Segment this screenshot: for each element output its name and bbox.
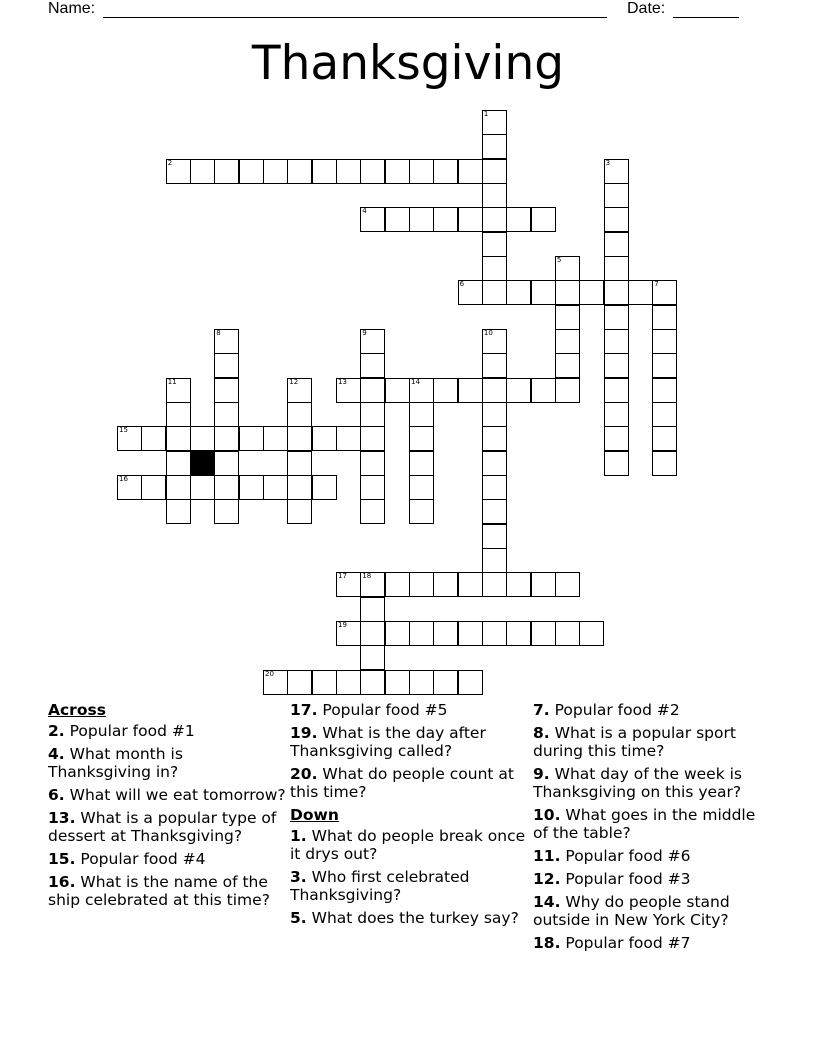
crossword-cell[interactable] — [336, 621, 361, 646]
crossword-cell[interactable] — [360, 353, 385, 378]
crossword-cell[interactable] — [409, 207, 434, 232]
crossword-cell[interactable] — [555, 378, 580, 403]
clue-across-6: 6. What will we eat tomorrow? — [48, 786, 286, 804]
clue-number: 18 — [362, 572, 372, 581]
clue-number: 17 — [338, 572, 347, 581]
crossword-cell[interactable] — [433, 159, 458, 184]
crossword-cell[interactable] — [506, 207, 531, 232]
crossword-cell[interactable] — [604, 280, 629, 305]
crossword-cell[interactable] — [287, 378, 312, 403]
crossword-cell[interactable] — [263, 159, 288, 184]
crossword-cell[interactable] — [506, 572, 531, 597]
crossword-cell[interactable] — [190, 159, 215, 184]
crossword-cell[interactable] — [360, 670, 385, 695]
crossword-cell[interactable] — [555, 353, 580, 378]
crossword-cell[interactable] — [409, 451, 434, 476]
clue-number: 2 — [167, 158, 173, 167]
crossword-cell[interactable] — [531, 207, 556, 232]
crossword-cell[interactable] — [409, 499, 434, 524]
crossword-cell[interactable] — [166, 451, 191, 476]
crossword-cell[interactable] — [360, 329, 385, 354]
crossword-cell[interactable] — [433, 572, 458, 597]
clue-number: 5 — [556, 256, 562, 264]
crossword-cell[interactable] — [652, 451, 677, 476]
crossword-cell[interactable] — [506, 378, 531, 403]
crossword-cell[interactable] — [239, 475, 264, 500]
crossword-cell[interactable] — [458, 621, 483, 646]
crossword-cell[interactable] — [117, 475, 142, 500]
crossword-cell[interactable] — [385, 621, 410, 646]
crossword-cell[interactable] — [166, 159, 191, 184]
crossword-cell[interactable] — [482, 353, 507, 378]
clue-down-3: 3. Who first celebrated Thanksgiving? — [290, 868, 470, 904]
clue-down-12: 12. Popular food #3 — [533, 870, 691, 888]
crossword-cell[interactable] — [433, 207, 458, 232]
clue-down-9: 9. What day of the week is Thanksgiving on this year? — [533, 765, 742, 801]
clue-number: 12 — [289, 377, 299, 386]
page-title: Thanksgiving — [251, 36, 565, 91]
crossword-cell[interactable] — [482, 183, 507, 208]
clue-number: 8 — [216, 329, 221, 337]
clue-down-7: 7. Popular food #2 — [533, 701, 680, 719]
crossword-cell[interactable] — [482, 402, 507, 427]
crossword-cell[interactable] — [287, 159, 312, 184]
crossword-cell[interactable] — [214, 426, 239, 451]
crossword-cell[interactable] — [482, 207, 507, 232]
crossword-cell[interactable] — [287, 499, 312, 524]
crossword-cell[interactable] — [214, 475, 239, 500]
crossword-cell[interactable] — [482, 499, 507, 524]
clue-down-5: 5. What does the turkey say? — [290, 909, 519, 927]
crossword-cell[interactable] — [214, 499, 239, 524]
clue-down-1: 1. What do people break once it drys out? — [290, 827, 526, 863]
crossword-cell[interactable] — [360, 475, 385, 500]
clue-down-18: 18. Popular food #7 — [533, 934, 691, 952]
clues-column-3 — [533, 701, 773, 957]
crossword-cell[interactable] — [312, 475, 337, 500]
clue-down-14: 14. Why do people stand outside in New York City? — [533, 893, 730, 929]
crossword-cell[interactable] — [312, 159, 337, 184]
clue-number: 11 — [167, 377, 177, 386]
crossword-cell[interactable] — [166, 499, 191, 524]
crossword-cell[interactable] — [141, 426, 166, 451]
crossword-cell[interactable] — [409, 670, 434, 695]
crossword-cell[interactable] — [482, 475, 507, 500]
crossword-cell[interactable] — [604, 426, 629, 451]
clue-number: 7 — [654, 280, 659, 289]
crossword-cell[interactable] — [579, 621, 604, 646]
crossword-cell[interactable] — [409, 426, 434, 451]
crossword-cell[interactable] — [166, 426, 191, 451]
clue-number: 14 — [411, 377, 420, 386]
crossword-cell[interactable] — [482, 524, 507, 549]
crossword-cell[interactable] — [531, 378, 556, 403]
date-label: Date: — [627, 0, 666, 17]
crossword-cell[interactable] — [482, 159, 507, 184]
crossword-cell[interactable] — [117, 426, 142, 451]
crossword-cell[interactable] — [239, 426, 264, 451]
crossword-cell[interactable] — [360, 451, 385, 476]
crossword-cell[interactable] — [214, 159, 239, 184]
crossword-cell[interactable] — [360, 426, 385, 451]
clue-number: 20 — [265, 669, 274, 678]
crossword-cell[interactable] — [458, 159, 483, 184]
crossword-cell[interactable] — [287, 402, 312, 427]
crossword-cell[interactable] — [604, 305, 629, 330]
crossword-cell[interactable] — [409, 159, 434, 184]
crossword-cell[interactable] — [555, 329, 580, 354]
crossword-cell[interactable] — [604, 256, 629, 281]
crossword-cell[interactable] — [385, 670, 410, 695]
crossword-cell[interactable] — [628, 280, 653, 305]
crossword-cell[interactable] — [604, 159, 629, 184]
clue-across-15: 15. Popular food #4 — [48, 850, 206, 868]
crossword-cell[interactable] — [287, 475, 312, 500]
crossword-cell[interactable] — [263, 670, 288, 695]
crossword-cell[interactable] — [458, 572, 483, 597]
crossword-cell[interactable] — [555, 572, 580, 597]
crossword-cell[interactable] — [604, 232, 629, 257]
crossword-cell[interactable] — [287, 670, 312, 695]
crossword-cell[interactable] — [604, 378, 629, 403]
crossword-cell[interactable] — [482, 548, 507, 573]
crossword-cell[interactable] — [312, 426, 337, 451]
clue-down-10: 10. What goes in the middle of the table? — [533, 806, 756, 842]
crossword-cell[interactable] — [555, 256, 580, 281]
crossword-cell[interactable] — [287, 426, 312, 451]
crossword-cell[interactable] — [166, 475, 191, 500]
crossword-cell[interactable] — [336, 159, 361, 184]
clue-across-17: 17. Popular food #5 — [290, 701, 448, 719]
clue-number: 9 — [362, 329, 367, 337]
crossword-cell[interactable] — [360, 499, 385, 524]
clue-down-11: 11. Popular food #6 — [533, 847, 691, 865]
crossword-cell[interactable] — [433, 378, 458, 403]
clue-number: 15 — [119, 426, 128, 435]
crossword-cell[interactable] — [360, 402, 385, 427]
crossword-cell[interactable] — [579, 280, 604, 305]
crossword-cell[interactable] — [652, 402, 677, 427]
clues-column-1 — [48, 701, 288, 914]
name-label: Name: — [48, 0, 96, 17]
clue-number: 13 — [338, 377, 347, 386]
crossword-cell[interactable] — [166, 378, 191, 403]
crossword-cell[interactable] — [482, 110, 507, 135]
crossword-cell[interactable] — [433, 670, 458, 695]
crossword-cell[interactable] — [652, 329, 677, 354]
clue-number: 19 — [338, 620, 347, 629]
crossword-cell[interactable] — [409, 378, 434, 403]
crossword-cell[interactable] — [190, 426, 215, 451]
crossword-cell[interactable] — [604, 451, 629, 476]
crossword-cell[interactable] — [482, 378, 507, 403]
crossword-cell[interactable] — [652, 426, 677, 451]
crossword-cell[interactable] — [482, 280, 507, 305]
clue-number: 4 — [362, 207, 367, 216]
crossword-cell[interactable] — [385, 159, 410, 184]
clue-across-16: 16. What is the name of the ship celebrated at this time? — [48, 873, 270, 909]
crossword-cell[interactable] — [555, 280, 580, 305]
crossword-cell[interactable] — [433, 621, 458, 646]
clue-number: 6 — [459, 280, 465, 289]
crossword-cell[interactable] — [263, 475, 288, 500]
crossword-cell[interactable] — [482, 256, 507, 281]
crossword-cell[interactable] — [336, 670, 361, 695]
crossword-cell[interactable] — [482, 329, 507, 354]
clue-number: 16 — [119, 474, 128, 483]
crossword-cell[interactable] — [555, 621, 580, 646]
crossword-cell[interactable] — [409, 402, 434, 427]
crossword-cell[interactable] — [360, 159, 385, 184]
crossword-cell[interactable] — [214, 353, 239, 378]
crossword-cell[interactable] — [531, 280, 556, 305]
clue-across-20: 20. What do people count at this time? — [290, 765, 515, 801]
crossword-cell[interactable] — [604, 183, 629, 208]
across-heading: Across — [48, 701, 106, 719]
crossword-cell[interactable] — [263, 426, 288, 451]
crossword-cell[interactable] — [360, 597, 385, 622]
crossword-cell[interactable] — [506, 280, 531, 305]
crossword-cell[interactable] — [482, 426, 507, 451]
crossword-cell[interactable] — [409, 475, 434, 500]
crossword-cell[interactable] — [214, 402, 239, 427]
clue-number: 1 — [483, 110, 489, 118]
crossword-cell[interactable] — [360, 378, 385, 403]
clue-number: 3 — [605, 158, 611, 167]
crossword-cell[interactable] — [385, 378, 410, 403]
crossword-cell[interactable] — [385, 207, 410, 232]
crossword-cell[interactable] — [652, 378, 677, 403]
crossword-cell[interactable] — [141, 475, 166, 500]
crossword-cell[interactable] — [336, 572, 361, 597]
crossword-cell[interactable] — [312, 670, 337, 695]
crossword-cell[interactable] — [652, 305, 677, 330]
crossword-cell[interactable] — [360, 207, 385, 232]
crossword-cell[interactable] — [458, 280, 483, 305]
crossword-cell[interactable] — [604, 207, 629, 232]
crossword-cell[interactable] — [214, 378, 239, 403]
crossword-cell[interactable] — [360, 572, 385, 597]
crossword-cell[interactable] — [458, 207, 483, 232]
crossword-cell[interactable] — [360, 645, 385, 670]
crossword-cell[interactable] — [409, 572, 434, 597]
crossword-cell[interactable] — [482, 451, 507, 476]
crossword-cell[interactable] — [482, 134, 507, 159]
crossword-cell[interactable] — [409, 621, 434, 646]
crossword-cell[interactable] — [166, 402, 191, 427]
crossword-cell[interactable] — [214, 451, 239, 476]
clue-across-19: 19. What is the day after Thanksgiving called? — [290, 724, 486, 760]
clue-across-2: 2. Popular food #1 — [48, 722, 195, 740]
crossword-cell[interactable] — [555, 305, 580, 330]
clue-across-4: 4. What month is Thanksgiving in? — [48, 745, 183, 781]
crossword-cell[interactable] — [482, 232, 507, 257]
crossword-cell[interactable] — [482, 621, 507, 646]
crossword-cell[interactable] — [239, 159, 264, 184]
clue-down-8: 8. What is a popular sport during this time? — [533, 724, 736, 760]
crossword-cell[interactable] — [604, 329, 629, 354]
crossword-cell[interactable] — [652, 353, 677, 378]
crossword-cell[interactable] — [287, 451, 312, 476]
down-heading: Down — [290, 806, 339, 824]
crossword-cell[interactable] — [214, 329, 239, 354]
crossword-cell[interactable] — [482, 572, 507, 597]
clue-number: 10 — [483, 329, 493, 337]
crossword-cell[interactable] — [360, 621, 385, 646]
crossword-cell[interactable] — [190, 475, 215, 500]
crossword-cell[interactable] — [385, 572, 410, 597]
black-square — [190, 451, 215, 476]
crossword-cell[interactable] — [531, 572, 556, 597]
crossword-cell[interactable] — [506, 621, 531, 646]
crossword-cell[interactable] — [336, 426, 361, 451]
crossword-cell[interactable] — [336, 378, 361, 403]
crossword-cell[interactable] — [604, 402, 629, 427]
crossword-cell[interactable] — [604, 353, 629, 378]
crossword-cell[interactable] — [458, 378, 483, 403]
crossword-cell[interactable] — [458, 670, 483, 695]
clues-column-2 — [290, 701, 530, 932]
crossword-cell[interactable] — [652, 280, 677, 305]
crossword-cell[interactable] — [531, 621, 556, 646]
clue-across-13: 13. What is a popular type of dessert at Thanksgiving? — [48, 809, 277, 845]
